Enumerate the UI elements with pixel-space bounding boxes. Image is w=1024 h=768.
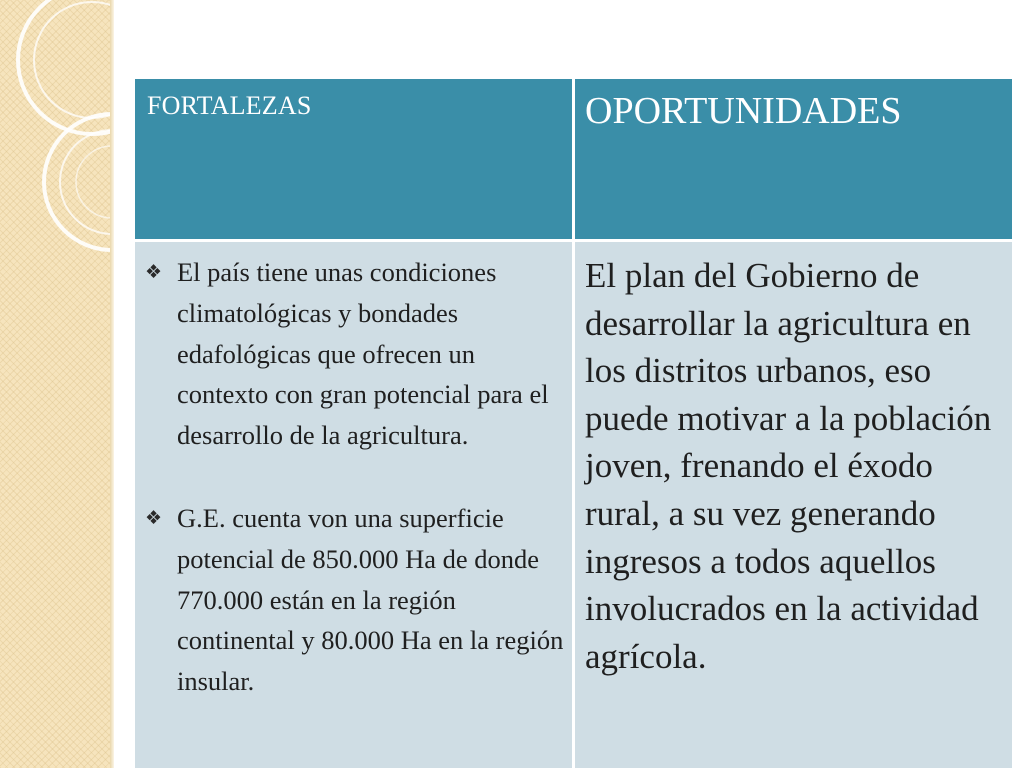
fortalezas-cell	[135, 242, 572, 768]
side-panel-edge	[110, 0, 114, 768]
diamond-bullet-icon: ❖	[145, 261, 163, 283]
bullet-item	[145, 498, 564, 702]
oportunidades-cell: El plan del Gobierno de desarrollar la agricultura en los distritos urbanos, eso puede motivar a la población joven, frenando el éxodo rural, a su vez generando ingresos a todos aquellos involucrados en la actividad agrícola.	[575, 242, 1012, 768]
oportunidades-header: OPORTUNIDADES	[575, 79, 1012, 239]
concentric-rings-icon	[0, 0, 112, 320]
bullet-item	[145, 252, 564, 456]
table-header-row	[135, 79, 1012, 239]
fortalezas-header: FORTALEZAS	[135, 79, 572, 239]
bullet-text: G.E. cuenta von una superficie potencial de 850.000 Ha de donde 770.000 están en la región continental y 80.000 Ha en la región insular.	[177, 502, 564, 697]
swot-table	[132, 76, 1012, 768]
diamond-bullet-icon: ❖	[145, 506, 163, 529]
table-row	[135, 242, 1012, 768]
swot-table-container	[132, 76, 1012, 768]
decorative-side-panel	[0, 0, 112, 768]
bullet-text: El país tiene unas condiciones climatológicas y bondades edafológicas que ofrecen un contexto con gran potencial para el desarrollo de la agricultura.	[177, 257, 549, 451]
